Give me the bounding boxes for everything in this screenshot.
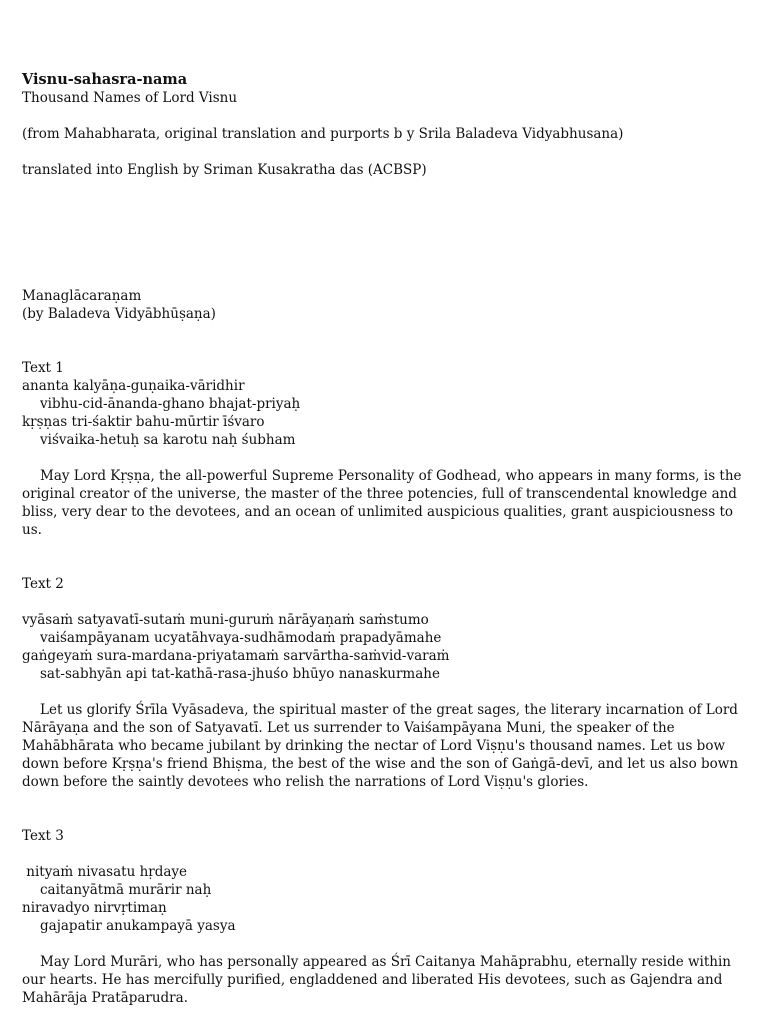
spacer: [22, 449, 752, 467]
translation-paragraph: May Lord Murāri, who has personally appeared as Śrī Caitanya Mahāprabhu, eternally reside within our hearts. He has mercifully purified, engladdened and liberated His devotees, such as Gajendra and Mahārāja Pratāparudra.: [22, 954, 732, 1006]
text-section: [22, 827, 752, 1007]
text-section: [22, 575, 752, 791]
verse-line: ananta kalyāṇa-guṇaika-vāridhir: [22, 378, 245, 394]
document-title: Visnu-sahasra-nama: [22, 71, 188, 88]
verse-line: caitanyātmā murārir naḥ: [40, 882, 212, 898]
text-heading: Text 2: [22, 576, 64, 592]
verse-line: gaṅgeyaṁ sura-mardana-priyatamaṁ sarvārtha-saṁvid-varaṁ: [22, 648, 450, 664]
verse-line: kṛṣṇas tri-śaktir bahu-mūrtir īśvaro: [22, 414, 265, 430]
document-page: [22, 70, 752, 1007]
verse-line: vyāsaṁ satyavatī-sutaṁ muni-guruṁ nārāyaṇaṁ saṁstumo: [22, 612, 429, 628]
spacer: [22, 845, 752, 863]
spacer: [22, 179, 752, 287]
verse-line: nityaṁ nivasatu hṛdaye: [22, 864, 188, 880]
invocation-title: Managlācaraṇam: [22, 288, 142, 304]
translation-paragraph: Let us glorify Śrīla Vyāsadeva, the spiritual master of the great sages, the literary incarnation of Lord Nārāyaṇa and the son of Satyavatī. Let us surrender to Vaiśampāyana Muni, the speaker of the Mahābhārata who became jubilant by drinking the nectar of Lord Viṣṇu's thousand names. Let us bow down before Kṛṣṇa's friend Bhiṣma, the best of the wise and the son of Gaṅgā-devī, and let us also bown down before the saintly devotees who relish the narrations of Lord Viṣṇu's glories.: [22, 702, 739, 790]
document-subtitle: Thousand Names of Lord Visnu: [22, 90, 238, 106]
verse-line: viśvaika-hetuḥ sa karotu naḥ śubham: [40, 432, 296, 448]
translation-paragraph: May Lord Kṛṣṇa, the all-powerful Supreme Personality of Godhead, who appears in many forms, is the original creator of the universe, the master of the three potencies, full of transcendental knowledge and bliss, very dear to the devotees, and an ocean of unlimited auspicious qualities, grant auspiciousness to us.: [22, 468, 742, 538]
spacer: [22, 683, 752, 701]
spacer: [22, 593, 752, 611]
text-heading: Text 3: [22, 828, 64, 844]
invocation-author: (by Baladeva Vidyābhūṣaṇa): [22, 306, 216, 322]
verse-line: vibhu-cid-ānanda-ghano bhajat-priyaḥ: [40, 396, 301, 412]
spacer: [22, 323, 752, 359]
spacer: [22, 791, 752, 827]
verse-line: gajapatir anukampayā yasya: [40, 918, 236, 934]
spacer: [22, 107, 752, 125]
verse-line: vaiśampāyanam ucyatāhvaya-sudhāmodaṁ prapadyāmahe: [40, 630, 442, 646]
spacer: [22, 935, 752, 953]
spacer: [22, 539, 752, 575]
verse-line: niravadyo nirvṛtimaṇ: [22, 900, 167, 916]
verse-line: sat-sabhyān api tat-kathā-rasa-jhuśo bhūyo nanaskurmahe: [40, 666, 440, 682]
spacer: [22, 143, 752, 161]
text-section: [22, 359, 752, 539]
text-heading: Text 1: [22, 360, 64, 376]
source-note: (from Mahabharata, original translation and purports b y Srila Baladeva Vidyabhusana): [22, 126, 624, 142]
translator-note: translated into English by Sriman Kusakratha das (ACBSP): [22, 162, 427, 178]
